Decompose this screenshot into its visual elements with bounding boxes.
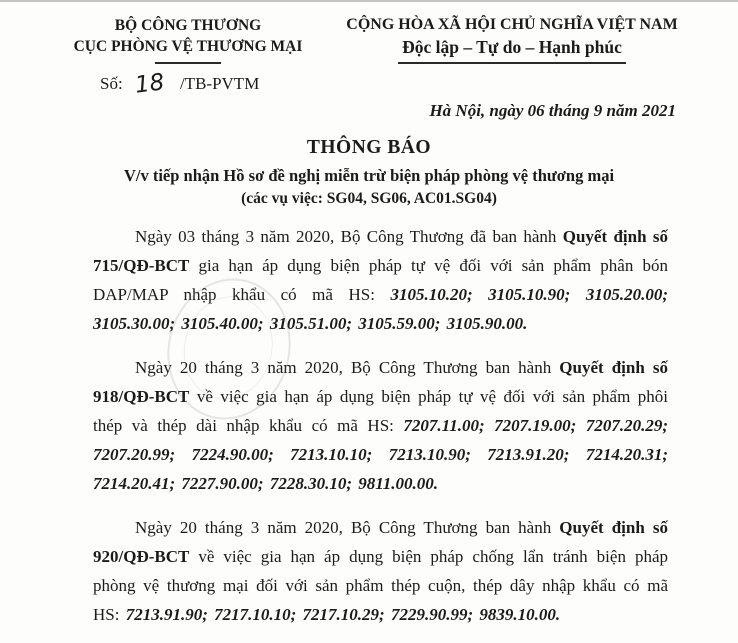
national-motto-block [328, 15, 696, 64]
paragraph-lead: Ngày 20 tháng 3 năm 2020, Bộ Công Thương ban hành [135, 358, 560, 377]
decision-reference: Quyết định số 920/QĐ-BCT [93, 518, 668, 566]
document-number-label: Số: [100, 74, 123, 93]
national-title: CỘNG HÒA XÃ HỘI CHỦ NGHĨA VIỆT NAM [346, 16, 678, 33]
document-body [93, 222, 668, 629]
national-underline [398, 62, 626, 64]
hs-code-list: 7207.11.00; 7207.19.00; 7207.20.29; 7207.20.99; 7224.90.00; 7213.10.10; 7213.10.90; 7213.91.20; 7214.20.31; 7214.20.41; 7227.90.00; 7228.30.10; 9811.00.00. [93, 416, 668, 493]
paragraph-body: về việc gia hạn áp dụng biện pháp tự vệ đối với sản phẩm phôi thép và thép dài nhập khẩu có mã HS: [93, 387, 668, 435]
paragraph-body: gia hạn áp dụng biện pháp tự vệ đối với sản phẩm phân bón DAP/MAP nhập khẩu có mã HS: [93, 256, 668, 304]
national-motto: Độc lập – Tự do – Hạnh phúc [402, 37, 622, 57]
document-title: THÔNG BÁO [306, 137, 432, 158]
page-top-edge [0, 0, 738, 2]
paragraph-body: về việc gia hạn áp dụng biện pháp chống lẩn tránh biện pháp phòng vệ thương mại đối với sản phẩm thép cuộn, thép dây nhập khẩu có mã HS: [93, 547, 668, 624]
hs-code-list: 7213.91.90; 7217.10.10; 7217.10.29; 7229.90.99; 9839.10.00. [125, 605, 561, 624]
hs-code-list: 3105.10.20; 3105.10.90; 3105.20.00; 3105.30.00; 3105.40.00; 3105.51.00; 3105.59.00; 3105.90.00. [93, 285, 669, 333]
paragraph-lead: Ngày 03 tháng 3 năm 2020, Bộ Công Thương đã ban hành [135, 227, 563, 246]
agency-underline [155, 62, 221, 64]
decision-reference: Quyết định số 715/QĐ-BCT [93, 227, 668, 275]
title-block [0, 136, 738, 209]
case-numbers: (các vụ việc: SG04, SG06, AC01.SG04) [241, 190, 497, 207]
document-number-suffix: /TB-PVTM [179, 74, 260, 93]
document-number-handwritten: 18 [133, 69, 166, 99]
issuing-agency-block [48, 15, 328, 64]
agency-name: CỤC PHÒNG VỆ THƯƠNG MẠI [73, 38, 303, 55]
document-subject: V/v tiếp nhận Hồ sơ đề nghị miễn trừ biện pháp phòng vệ thương mại [123, 166, 615, 185]
paragraph-decision-715 [93, 222, 668, 338]
place-and-date: Hà Nội, ngày 06 tháng 9 năm 2021 [429, 101, 676, 120]
document-number-row [100, 68, 738, 100]
decision-reference: Quyết định số 918/QĐ-BCT [93, 358, 668, 406]
paragraph-lead: Ngày 20 tháng 3 năm 2020, Bộ Công Thương ban hành [135, 518, 560, 537]
paragraph-decision-920 [93, 513, 668, 629]
agency-parent-name: BỘ CÔNG THƯƠNG [114, 17, 262, 34]
paragraph-decision-918 [93, 353, 668, 498]
document-header [0, 0, 738, 64]
